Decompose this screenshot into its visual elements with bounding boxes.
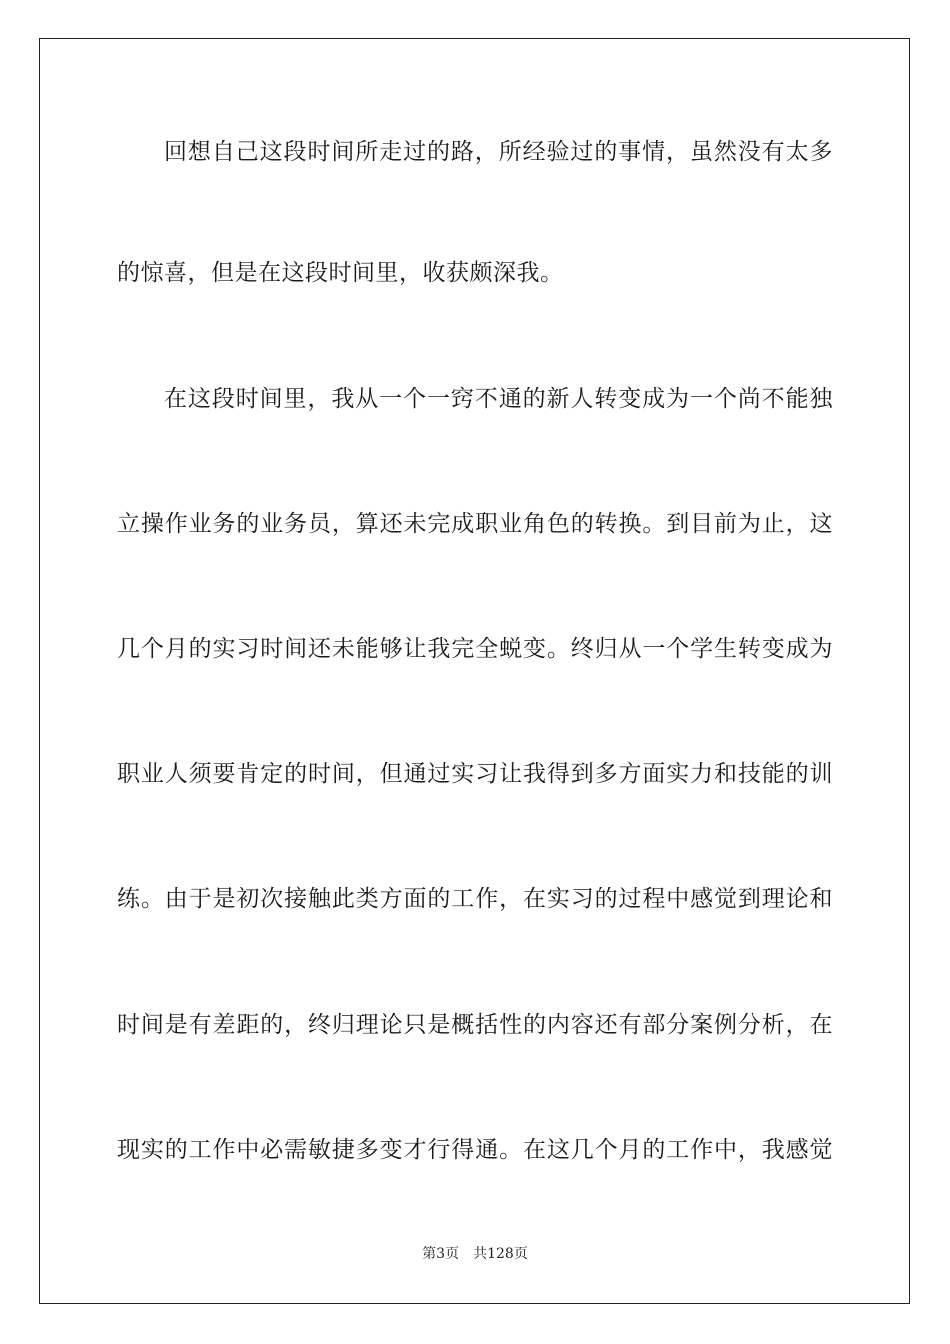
paragraph-line: 在这段时间里，我从一个一窍不通的新人转变成为一个尚不能独 (164, 386, 833, 412)
page-total: 共128页 (473, 1246, 528, 1262)
paragraph-line: 的惊喜，但是在这段时间里，收获颇深我。 (117, 260, 564, 286)
page-frame (39, 38, 910, 1304)
page-number: 第3页 (422, 1246, 460, 1262)
paragraph-line: 几个月的实习时间还未能够让我完全蜕变。终归从一个学生转变成为 (117, 636, 833, 662)
paragraph-line: 职业人须要肯定的时间，但通过实习让我得到多方面实力和技能的训 (117, 761, 833, 787)
page-footer (0, 1244, 950, 1264)
paragraph-line: 时间是有差距的，终归理论只是概括性的内容还有部分案例分析，在 (117, 1012, 833, 1038)
paragraph-line: 练。由于是初次接触此类方面的工作，在实习的过程中感觉到理论和 (117, 886, 833, 912)
paragraph-line: 现实的工作中必需敏捷多变才行得通。在这几个月的工作中，我感觉 (117, 1137, 833, 1163)
paragraph-line: 立操作业务的业务员，算还未完成职业角色的转换。到目前为止，这 (117, 511, 833, 537)
paragraph-line: 回想自己这段时间所走过的路，所经验过的事情，虽然没有太多 (164, 139, 833, 165)
